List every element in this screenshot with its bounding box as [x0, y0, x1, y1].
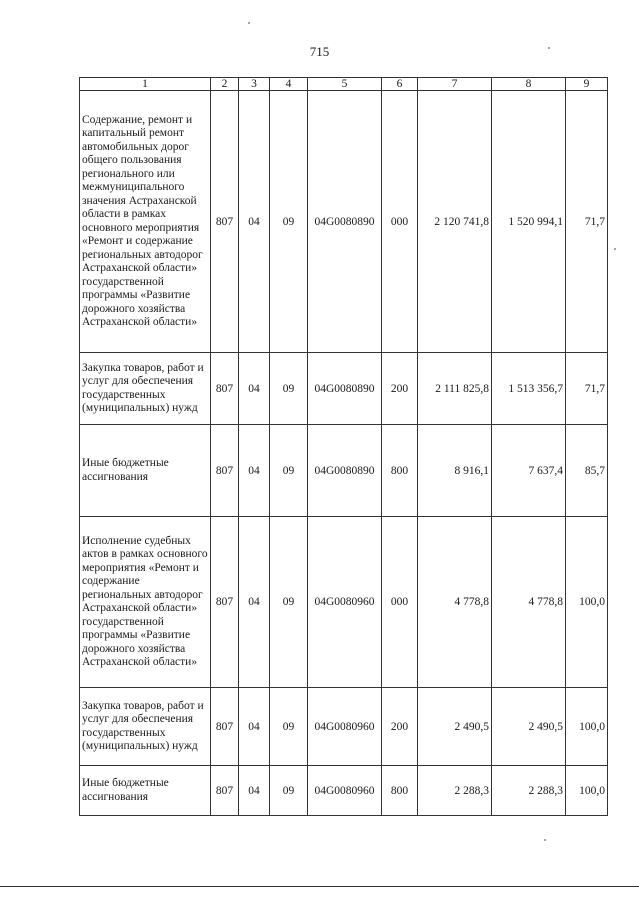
cell-executed: 2 288,3: [492, 766, 566, 816]
cell-subsection: 09: [270, 688, 308, 766]
scan-speck: [614, 248, 616, 250]
cell-executed: 1 513 356,7: [492, 353, 566, 425]
page-bottom-rule: [0, 886, 639, 887]
cell-percent: 71,7: [566, 91, 608, 353]
header-col-8: 8: [492, 78, 566, 91]
cell-subsection: 09: [270, 353, 308, 425]
header-col-9: 9: [566, 78, 608, 91]
cell-percent: 71,7: [566, 353, 608, 425]
row-name: Иные бюджетные ассигнования: [80, 766, 211, 816]
cell-planned: 2 111 825,8: [418, 353, 492, 425]
cell-planned: 2 288,3: [418, 766, 492, 816]
cell-planned: 8 916,1: [418, 425, 492, 517]
budget-table: [79, 77, 608, 816]
cell-percent: 100,0: [566, 766, 608, 816]
row-name: Иные бюджетные ассигнования: [80, 425, 211, 517]
cell-target-article: 04G0080960: [308, 688, 382, 766]
cell-executed: 1 520 994,1: [492, 91, 566, 353]
cell-admin-code: 807: [211, 517, 239, 688]
row-name: Закупка товаров, работ и услуг для обеспечения государственных (муниципальных) нужд: [80, 688, 211, 766]
cell-subsection: 09: [270, 91, 308, 353]
cell-target-article: 04G0080890: [308, 353, 382, 425]
table-row: [80, 766, 608, 816]
cell-percent: 85,7: [566, 425, 608, 517]
row-name: Содержание, ремонт и капитальный ремонт автомобильных дорог общего пользования регионального или межмуниципального значения Астраханской области в рамках основного мероприятия «Ремонт и содержание региональных автодорог Астраханской области» государственной программы «Развитие дорожного хозяйства Астраханской области»: [80, 91, 211, 353]
table-row: [80, 517, 608, 688]
page-number: 715: [309, 44, 330, 59]
header-col-7: 7: [418, 78, 492, 91]
cell-executed: 7 637,4: [492, 425, 566, 517]
cell-section: 04: [239, 91, 270, 353]
table-row: [80, 353, 608, 425]
cell-planned: 4 778,8: [418, 517, 492, 688]
cell-section: 04: [239, 688, 270, 766]
scan-speck: [544, 839, 546, 841]
cell-expense-type: 800: [382, 766, 418, 816]
cell-target-article: 04G0080890: [308, 91, 382, 353]
cell-planned: 2 120 741,8: [418, 91, 492, 353]
header-col-3: 3: [239, 78, 270, 91]
header-col-6: 6: [382, 78, 418, 91]
header-row: [80, 78, 608, 91]
cell-expense-type: 000: [382, 91, 418, 353]
header-col-4: 4: [270, 78, 308, 91]
cell-target-article: 04G0080890: [308, 425, 382, 517]
cell-expense-type: 200: [382, 688, 418, 766]
table-row: [80, 425, 608, 517]
cell-expense-type: 800: [382, 425, 418, 517]
cell-percent: 100,0: [566, 688, 608, 766]
cell-admin-code: 807: [211, 353, 239, 425]
cell-admin-code: 807: [211, 766, 239, 816]
cell-target-article: 04G0080960: [308, 766, 382, 816]
scan-speck: [248, 22, 250, 24]
table-row: [80, 91, 608, 353]
cell-target-article: 04G0080960: [308, 517, 382, 688]
cell-section: 04: [239, 425, 270, 517]
cell-percent: 100,0: [566, 517, 608, 688]
cell-section: 04: [239, 353, 270, 425]
header-col-2: 2: [211, 78, 239, 91]
cell-expense-type: 000: [382, 517, 418, 688]
header-col-1: 1: [80, 78, 211, 91]
cell-admin-code: 807: [211, 91, 239, 353]
cell-section: 04: [239, 766, 270, 816]
table-row: [80, 688, 608, 766]
cell-expense-type: 200: [382, 353, 418, 425]
header-col-5: 5: [308, 78, 382, 91]
cell-subsection: 09: [270, 517, 308, 688]
cell-planned: 2 490,5: [418, 688, 492, 766]
row-name: Исполнение судебных актов в рамках основного мероприятия «Ремонт и содержание региональных автодорог Астраханской области» государственной программы «Развитие дорожного хозяйства Астраханской области»: [80, 517, 211, 688]
cell-admin-code: 807: [211, 688, 239, 766]
cell-subsection: 09: [270, 766, 308, 816]
cell-executed: 4 778,8: [492, 517, 566, 688]
cell-section: 04: [239, 517, 270, 688]
cell-admin-code: 807: [211, 425, 239, 517]
cell-executed: 2 490,5: [492, 688, 566, 766]
scan-speck: [548, 47, 550, 49]
row-name: Закупка товаров, работ и услуг для обеспечения государственных (муниципальных) нужд: [80, 353, 211, 425]
cell-subsection: 09: [270, 425, 308, 517]
